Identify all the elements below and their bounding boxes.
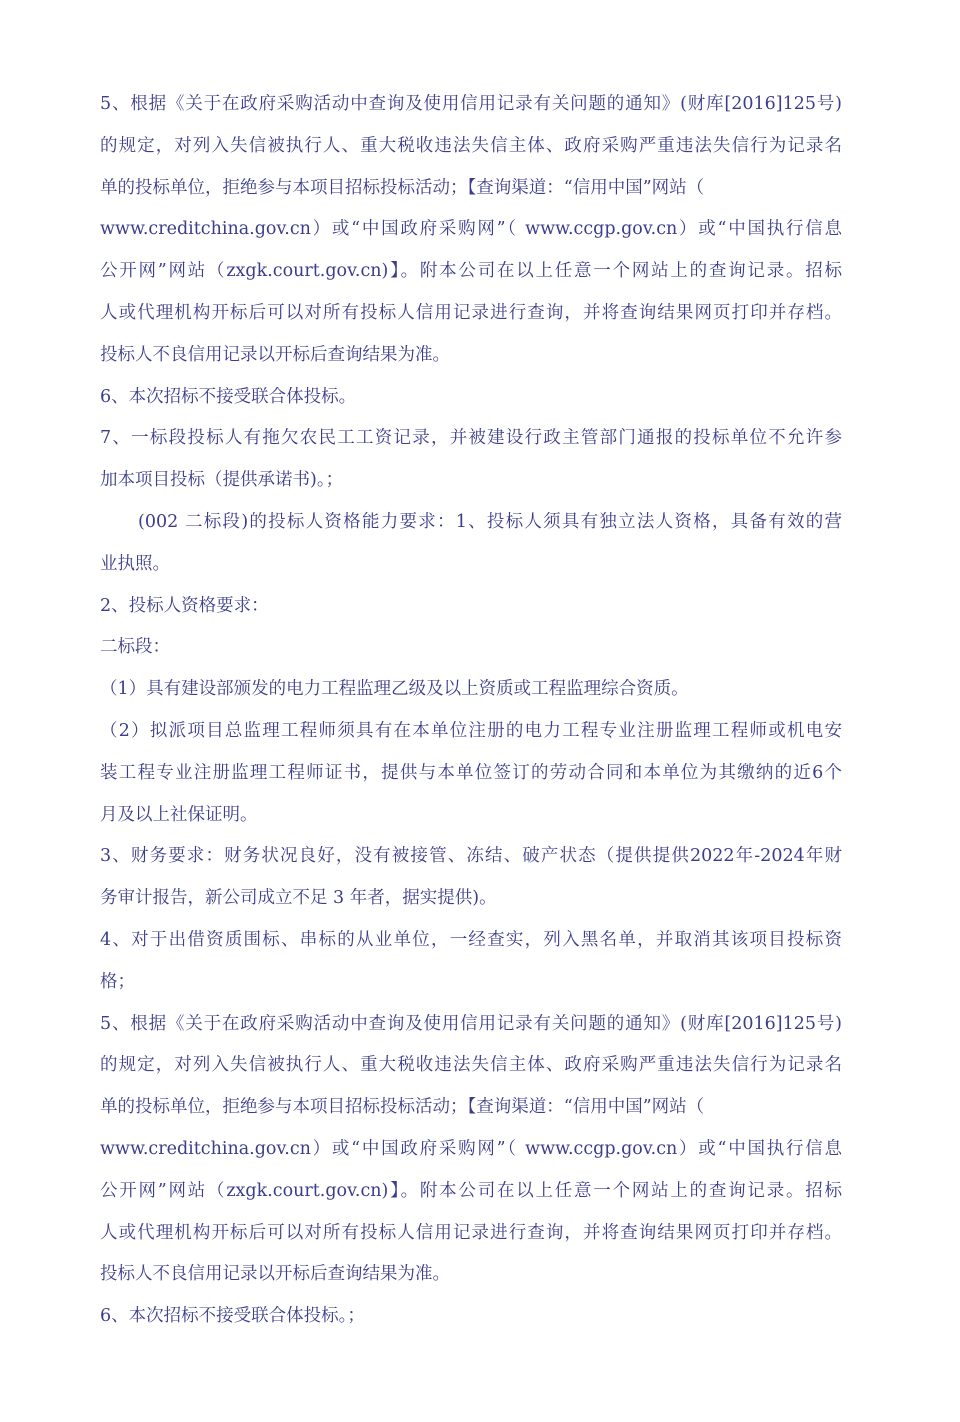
text-line: （2）拟派项目总监理工程师须具有在本单位注册的电力工程专业注册监理工程师或机电安 bbox=[100, 720, 842, 741]
text-line: 7、一标段投标人有拖欠农民工工资记录，并被建设行政主管部门通报的投标单位不允许参 bbox=[100, 428, 842, 449]
text-line: 务审计报告，新公司成立不足 3 年者，据实提供)。 bbox=[100, 888, 497, 909]
text-line: 投标人不良信用记录以开标后查询结果为准。 bbox=[100, 1264, 450, 1285]
text-line: 加本项目投标（提供承诺书)。； bbox=[100, 470, 344, 491]
text-line: （1）具有建设部颁发的电力工程监理乙级及以上资质或工程监理综合资质。 bbox=[100, 679, 689, 700]
text-line: 月及以上社保证明。 bbox=[100, 804, 258, 825]
text-line: www.creditchina.gov.cn）或“中国政府采购网”（ www.ccgp.gov.cn）或“中国执行信息 bbox=[100, 219, 842, 240]
document-body bbox=[100, 84, 842, 1338]
text-line: 业执照。 bbox=[100, 553, 170, 574]
text-line: 装工程专业注册监理工程师证书，提供与本单位签订的劳动合同和本单位为其缴纳的近6个 bbox=[100, 762, 842, 783]
text-line: www.creditchina.gov.cn）或“中国政府采购网”（ www.ccgp.gov.cn）或“中国执行信息 bbox=[100, 1138, 842, 1159]
text-line: 人或代理机构开标后可以对所有投标人信用记录进行查询，并将查询结果网页打印并存档。 bbox=[100, 1222, 842, 1243]
text-line: 5、根据《关于在政府采购活动中查询及使用信用记录有关问题的通知》(财库[2016]125号) bbox=[100, 94, 842, 114]
text-line: 6、本次招标不接受联合体投标。； bbox=[100, 1306, 365, 1327]
text-line: 格； bbox=[100, 971, 135, 992]
text-line: 二标段： bbox=[100, 637, 170, 658]
text-line: 投标人不良信用记录以开标后查询结果为准。 bbox=[100, 344, 450, 365]
text-line: 的规定，对列入失信被执行人、重大税收违法失信主体、政府采购严重违法失信行为记录名 bbox=[100, 1055, 842, 1076]
text-line: 公开网”网站（zxgk.court.gov.cn)】。附本公司在以上任意一个网站上的查询记录。招标 bbox=[100, 261, 842, 282]
text-line: 4、对于出借资质围标、串标的从业单位，一经查实，列入黑名单，并取消其该项目投标资 bbox=[100, 929, 842, 950]
text-line: 的规定，对列入失信被执行人、重大税收违法失信主体、政府采购严重违法失信行为记录名 bbox=[100, 135, 842, 156]
text-line: 单的投标单位，拒绝参与本项目招标投标活动；【查询渠道：“信用中国”网站（ bbox=[100, 1097, 705, 1118]
text-line: 3、财务要求：财务状况良好，没有被接管、冻结、破产状态（提供提供2022年-2024年财 bbox=[100, 846, 842, 867]
text-line: 人或代理机构开标后可以对所有投标人信用记录进行查询，并将查询结果网页打印并存档。 bbox=[100, 302, 842, 323]
text-line: 2、投标人资格要求： bbox=[100, 595, 269, 616]
text-line: 公开网”网站（zxgk.court.gov.cn)】。附本公司在以上任意一个网站上的查询记录。招标 bbox=[100, 1180, 842, 1201]
text-line: 6、本次招标不接受联合体投标。 bbox=[100, 386, 357, 407]
text-line: 单的投标单位，拒绝参与本项目招标投标活动；【查询渠道：“信用中国”网站（ bbox=[100, 177, 705, 198]
text-line: 5、根据《关于在政府采购活动中查询及使用信用记录有关问题的通知》(财库[2016]125号) bbox=[100, 1013, 842, 1034]
text-line: (002 二标段)的投标人资格能力要求：1、投标人须具有独立法人资格，具备有效的营 bbox=[138, 511, 842, 532]
